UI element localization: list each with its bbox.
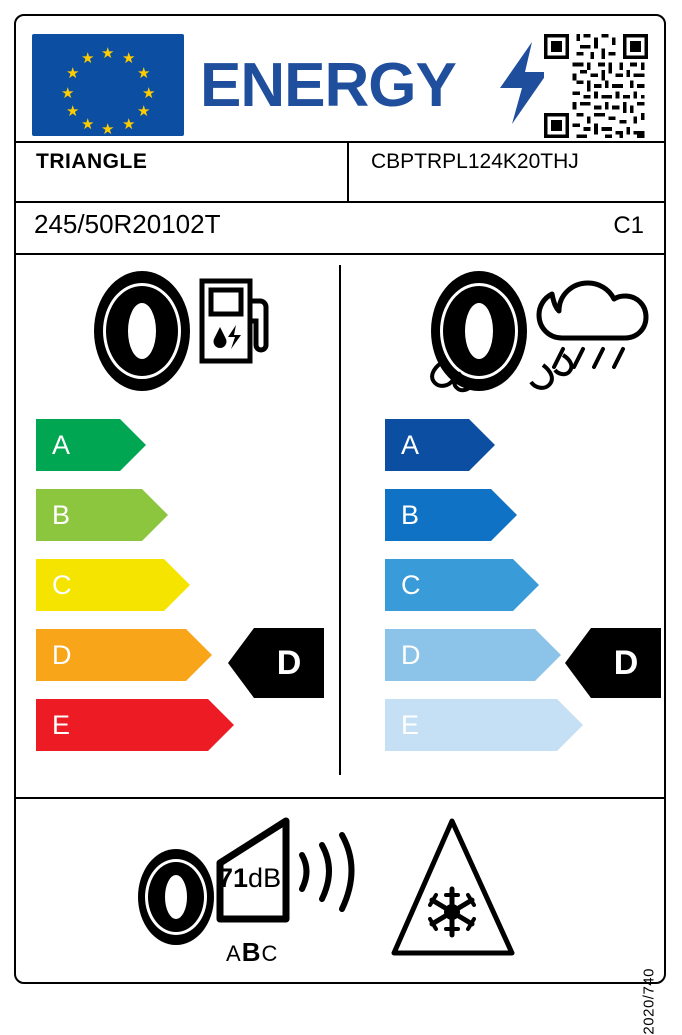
wet-grade-b	[385, 489, 517, 541]
header-divider	[16, 141, 664, 143]
wet-rating-value: D	[591, 628, 661, 698]
wet-grade-d-label: D	[401, 639, 421, 670]
snow-group	[388, 813, 518, 963]
wet-rating-pointer	[565, 628, 661, 698]
noise-value: 71dB	[218, 863, 282, 893]
wet-grade-c-label: C	[401, 569, 421, 600]
wet-grade-e-label: E	[401, 709, 420, 740]
qr-code-icon	[544, 34, 648, 138]
rain-cloud-icon	[413, 265, 653, 395]
brand-divider	[16, 201, 664, 203]
fuel-grade-c-label: C	[52, 569, 72, 600]
fuel-grade-e	[36, 699, 234, 751]
noise-group	[138, 811, 378, 971]
eu-flag-icon: ★ ★ ★ ★ ★ ★ ★ ★ ★ ★ ★ ★	[32, 34, 184, 136]
noise-unit: dB	[248, 863, 282, 893]
wet-grade-a	[385, 419, 495, 471]
energy-bolt-icon	[498, 42, 550, 124]
noise-class-a: A	[226, 941, 242, 966]
fuel-grade-e-label: E	[52, 709, 71, 740]
noise-class-c: C	[261, 941, 279, 966]
panel-divider	[339, 265, 341, 775]
fuel-grade-d	[36, 629, 212, 681]
fuel-rating-value: D	[254, 628, 324, 698]
tire-size: 245/50R20102T	[34, 209, 221, 239]
fuel-pump-icon	[198, 275, 272, 367]
wet-grade-c	[385, 559, 539, 611]
fuel-rating-pointer	[228, 628, 324, 698]
tire-class-code: C1	[613, 212, 644, 239]
fuel-grade-a	[36, 419, 146, 471]
wet-grade-a-label: A	[401, 429, 420, 460]
fuel-grade-d-label: D	[52, 639, 72, 670]
fuel-grade-a-label: A	[52, 429, 71, 460]
noise-and-snow-section	[16, 799, 664, 984]
product-sku: CBPTRPL124K20THJ	[371, 150, 579, 173]
label-date: 2020/740	[641, 968, 658, 1035]
fuel-grade-b	[36, 489, 168, 541]
wet-grade-b-label: B	[401, 499, 420, 530]
page-title: ENERGY	[200, 51, 456, 120]
fuel-grade-b-label: B	[52, 499, 71, 530]
brand-name: TRIANGLE	[36, 150, 148, 173]
noise-class-scale	[226, 937, 278, 968]
fuel-grade-c	[36, 559, 190, 611]
snowflake-mountain-icon	[388, 813, 518, 963]
wet-grade-d	[385, 629, 561, 681]
energy-label	[14, 14, 666, 1035]
label-header	[16, 16, 664, 146]
ratings-panel	[16, 253, 664, 795]
brand-sku-divider	[347, 141, 349, 203]
noise-class-b: B	[241, 937, 262, 967]
tire-icon	[94, 271, 190, 391]
wet-grade-e	[385, 699, 583, 751]
